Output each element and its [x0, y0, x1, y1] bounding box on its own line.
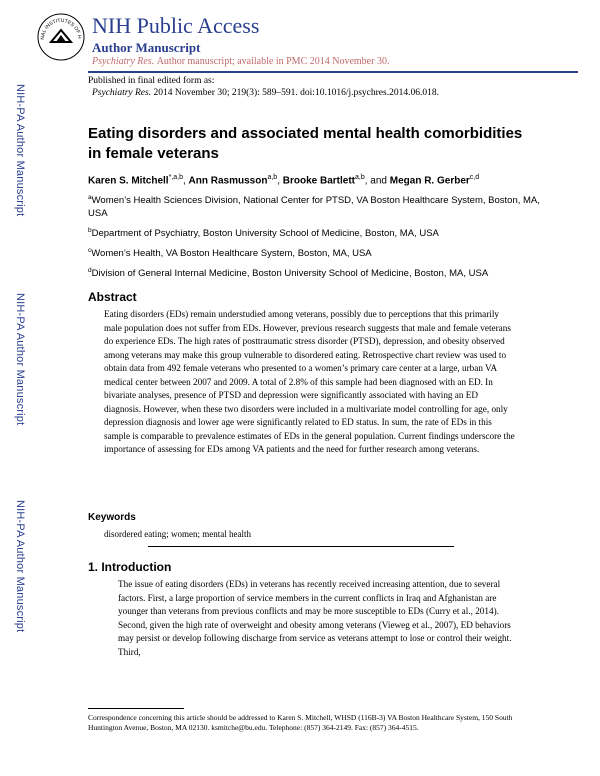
- correspondence-footnote: Correspondence concerning this article should be addressed to Karen S. Mitchell, WHSD (116B-3) VA Boston Healthcare System, 150 South Huntington Avenue, Boston, MA 02130. ksmitche@bu.edu. Telephone: (857) 364-2149. Fax: (857) 364-4515.: [88, 713, 513, 732]
- published-label: Published in final edited form as:: [88, 76, 215, 86]
- header-divider: [88, 71, 578, 73]
- author-name: Brooke Bartlett: [282, 175, 355, 187]
- keywords-divider: [148, 546, 454, 547]
- author-name: Karen S. Mitchell: [88, 175, 169, 187]
- article-title: Eating disorders and associated mental health comorbidities in female veterans: [88, 125, 523, 162]
- author-conjunction: and: [370, 175, 387, 187]
- sidebar-watermark-1: NIH-PA Author Manuscript: [14, 84, 26, 217]
- sidebar-watermark-2: NIH-PA Author Manuscript: [14, 293, 26, 426]
- author-affiliation-marker: c,d: [469, 174, 480, 181]
- affiliation-text: Department of Psychiatry, Boston University School of Medicine, Boston, MA, USA: [91, 228, 439, 240]
- citation-details: 2014 November 30; 219(3): 589–591. doi:10.1016/j.psychres.2014.06.018.: [153, 88, 439, 98]
- author-affiliation-marker: a,b: [355, 174, 365, 181]
- sidebar-watermark-3: NIH-PA Author Manuscript: [14, 500, 26, 633]
- affiliation-a: [88, 191, 548, 220]
- author-affiliation-marker: a,b: [267, 174, 278, 181]
- author-affiliation-marker: *,a,b: [168, 174, 183, 181]
- citation-journal: Psychiatry Res.: [92, 88, 152, 98]
- svg-text:NATIONAL INSTITUTES OF HEALTH: NAL INSTITUTES OF H: [39, 17, 83, 40]
- affiliation-b: [88, 224, 548, 240]
- nih-seal-logo: [36, 12, 86, 62]
- author-name: Megan R. Gerber: [389, 175, 470, 187]
- affiliation-key: c: [88, 247, 92, 254]
- abstract-heading: Abstract: [88, 290, 137, 304]
- author-manuscript-label: Author Manuscript: [92, 40, 201, 55]
- author-list: Karen S. Mitchell$^{*,a,b}$, Ann Rasmusson$^{a,b}$, Brooke Bartlett$^{a,b}$, and Megan R. Gerber$^{c,d}$: [88, 174, 480, 187]
- citation: [92, 88, 439, 98]
- affiliation-text: Women’s Health, VA Boston Healthcare System, Boston, MA, USA: [91, 248, 372, 260]
- affiliation-c: [88, 244, 548, 260]
- author-name: Ann Rasmusson: [188, 175, 268, 187]
- affiliation-key: d: [88, 267, 92, 274]
- introduction-heading: 1. Introduction: [88, 560, 172, 574]
- abstract-body: Eating disorders (EDs) remain understudied among veterans, possibly due to perceptions that this primarily male population does not suffer from EDs. However, previous research suggests that male and female veterans do experience EDs. The high rates of posttraumatic stress disorder (PTSD), depression, and obesity observed among veterans may make this group vulnerable to disordered eating. Retrospective chart review was used to obtain data from 492 female veterans who presented to a women’s primary care center at a large, urban VA medical center between 2007 and 2009. A total of 2.8% of this sample had been diagnosed with an ED. In bivariate analyses, presence of PTSD and depression were significantly associated with having an ED diagnosis. However, when these two disorders were included in a multivariate model controlling for age, only depression diagnosis and lower age were significantly related to ED status. In sum, the rate of EDs in this sample is comparable to prevalence estimates of EDs in the general population. Current findings underscore the importance of assessing for EDs among VA patients and the need for further research among veterans.: [104, 309, 515, 454]
- footnote-divider: [88, 708, 184, 709]
- availability-text: Author manuscript; available in PMC 2014 November 30.: [156, 56, 390, 67]
- introduction-body: The issue of eating disorders (EDs) in veterans has recently received increasing attention, due to several factors. First, a large proportion of service members in the current conflicts in Iraq and Afghanistan are younger than veterans from previous conflicts and may be more susceptible to EDs (Curry et al., 2014). Second, given the high rate of overweight and obesity among veterans (Vieweg et al., 2007), ED behaviors may persist or develop following discharge from service as veterans attempt to lose or control their weight. Third,: [118, 579, 512, 657]
- affiliation-key: b: [88, 227, 92, 234]
- keywords-list: disordered eating; women; mental health: [104, 529, 251, 539]
- availability-notice: [92, 56, 389, 67]
- affiliation-text: Women’s Health Sciences Division, National Center for PTSD, VA Boston Healthcare System, Boston, MA, USA: [88, 195, 540, 220]
- affiliation-d: [88, 264, 548, 280]
- affiliation-text: Division of General Internal Medicine, Boston University School of Medicine, Boston, MA, USA: [91, 268, 489, 280]
- availability-journal: Psychiatry Res.: [92, 56, 155, 67]
- affiliation-key: a: [88, 194, 92, 201]
- nih-public-access-title: NIH Public Access: [92, 13, 260, 38]
- keywords-heading: Keywords: [88, 512, 136, 523]
